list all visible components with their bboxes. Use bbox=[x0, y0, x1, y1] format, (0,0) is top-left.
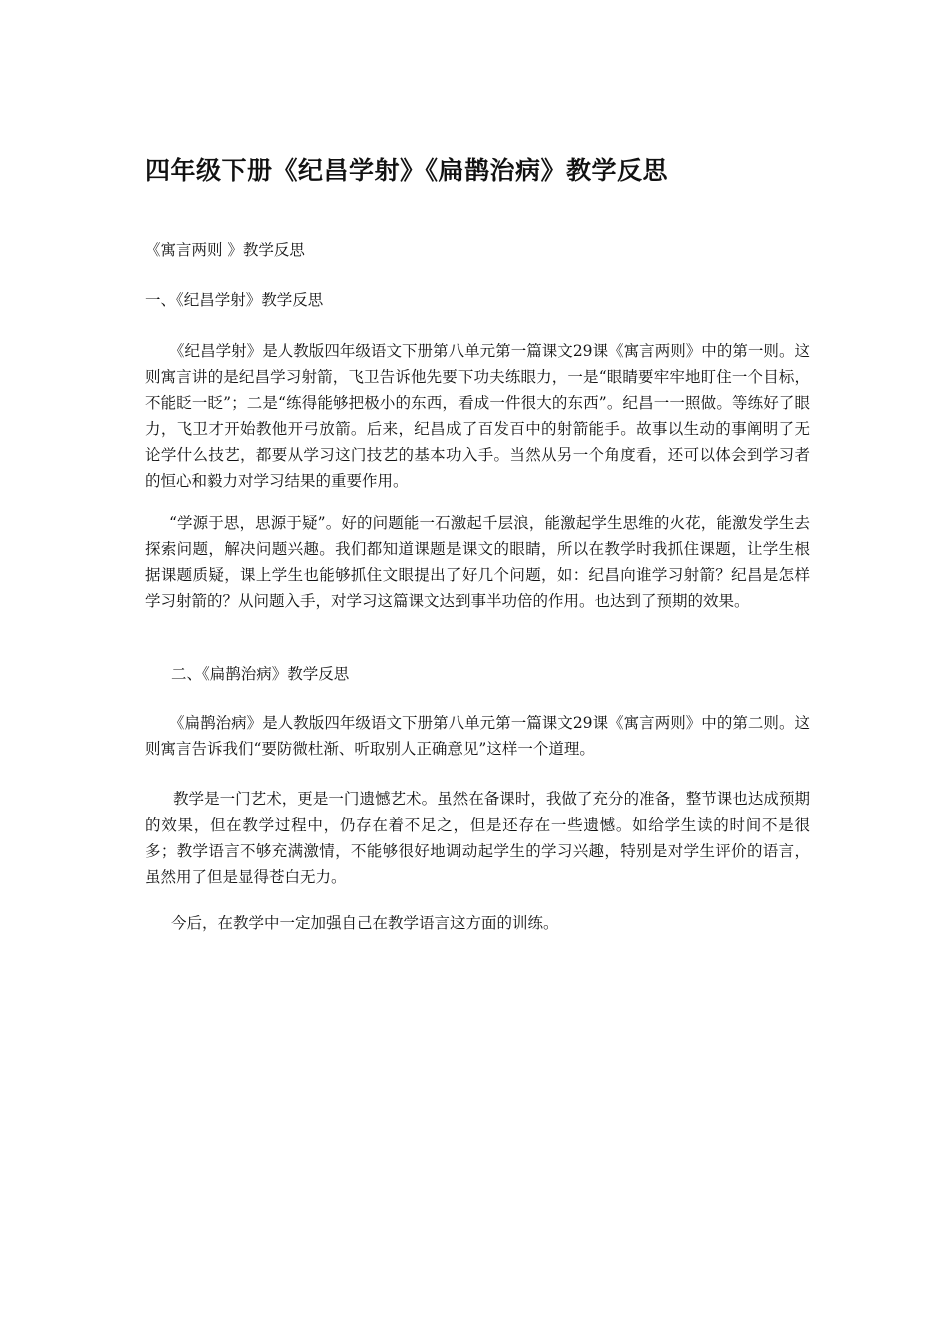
section2-paragraph-2: 教学是一门艺术，更是一门遗憾艺术。虽然在备课时，我做了充分的准备，整节课也达成预期的效果，但在教学过程中，仍存在着不足之，但是还存在一些遗憾。如给学生读的时间不是很多；教学语言不够充满激情，不能够很好地调动起学生的学习兴趣，特别是对学生评价的语言，虽然用了但是显得苍白无力。 bbox=[145, 790, 810, 886]
document-subtitle: 《寓言两则 》教学反思 bbox=[145, 241, 305, 259]
section1-paragraph-2: “学源于思，思源于疑”。好的问题能一石激起千层浪，能激起学生思维的火花，能激发学生去探索问题，解决问题兴趣。我们都知道课题是课文的眼睛，所以在教学时我抓住课题，让学生根据课题质疑，课上学生也能够抓住文眼提出了好几个问题，如：纪昌向谁学习射箭？纪昌是怎样学习射箭的？从问题入手，对学习这篇课文达到事半功倍的作用。也达到了预期的效果。 bbox=[145, 514, 810, 610]
closing-paragraph: 今后，在教学中一定加强自己在教学语言这方面的训练。 bbox=[171, 914, 559, 932]
section2-paragraph-1: 《扁鹊治病》是人教版四年级语文下册第八单元第一篇课文29课《寓言两则》中的第二则。这则寓言告诉我们“要防微杜渐、听取别人正确意见”这样一个道理。 bbox=[145, 714, 810, 758]
section2-heading: 二、《扁鹊治病》教学反思 bbox=[171, 665, 350, 683]
section1-heading: 一、《纪昌学射》教学反思 bbox=[145, 291, 324, 309]
section1-paragraph-1: 《纪昌学射》是人教版四年级语文下册第八单元第一篇课文29课《寓言两则》中的第一则。这则寓言讲的是纪昌学习射箭，飞卫告诉他先要下功夫练眼力，一是“眼睛要牢牢地盯住一个目标，不能眨一眨”；二是“练得能够把极小的东西，看成一件很大的东西”。纪昌一一照做。等练好了眼力，飞卫才开始教他开弓放箭。后来，纪昌成了百发百中的射箭能手。故事以生动的事阐明了无论学什么技艺，都要从学习这门技艺的基本功入手。当然从另一个角度看，还可以体会到学习者的恒心和毅力对学习结果的重要作用。 bbox=[145, 342, 810, 490]
document-title: 四年级下册《纪昌学射》《扁鹊治病》教学反思 bbox=[145, 156, 669, 185]
